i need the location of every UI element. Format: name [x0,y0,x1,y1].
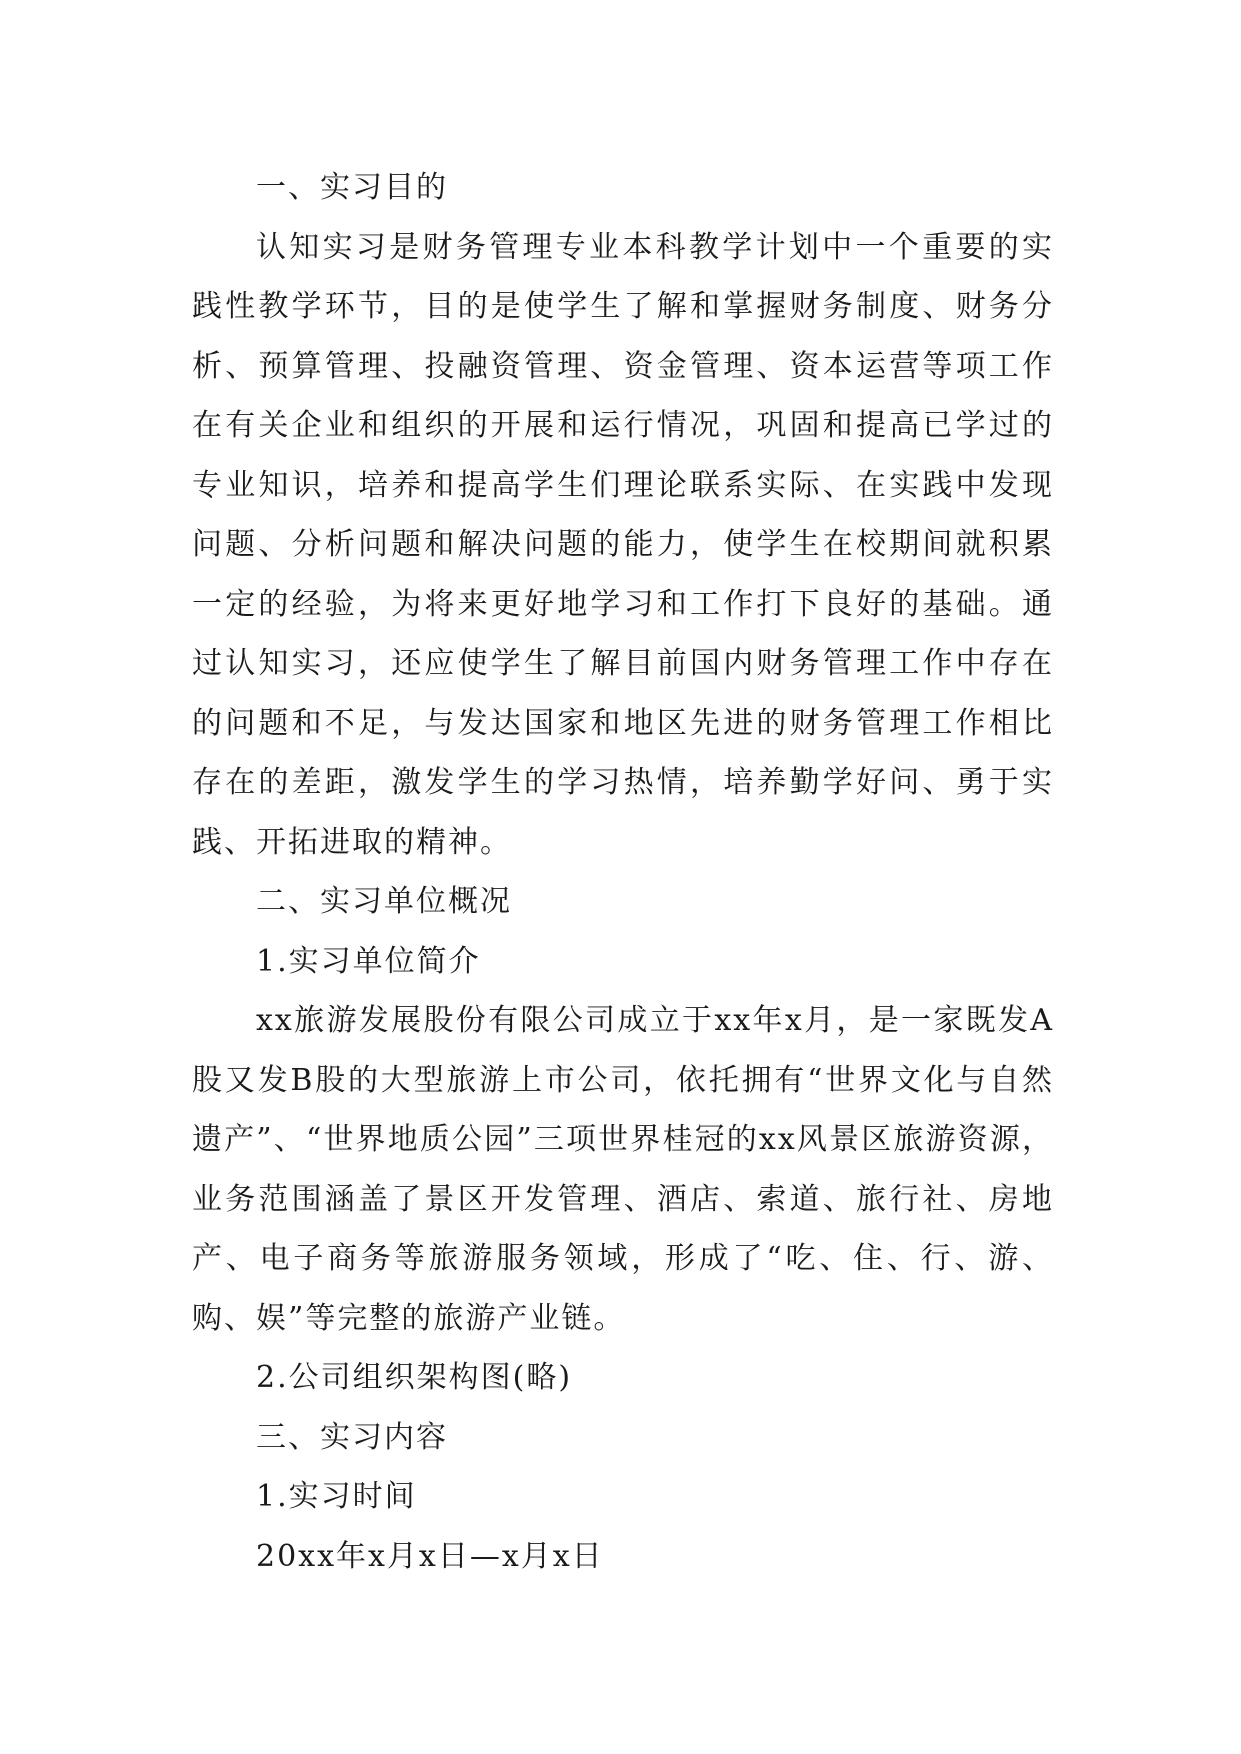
subheading-org-chart: 2.公司组织架构图(略) [256,1360,573,1395]
paragraph-unit-intro: xx旅游发展股份有限公司成立于xx年x月，是一家既发A股又发B股的大型旅游上市公司，依托拥有“世界文化与自然遗产”、“世界地质公园”三项世界桂冠的xx风景区旅游资源，业务范围涵盖了景区开发管理、酒店、索道、旅行社、房地产、电子商务等旅游服务领域，形成了“吃、住、行、游、购、娱”等完整的旅游产业链。 [192,1003,1054,1336]
subheading-unit-intro: 1.实习单位简介 [256,943,481,979]
document-body [192,158,1054,1586]
paragraph-time-range: 20xx年x月x日—x月x日 [256,1538,604,1574]
subheading-time: 1.实习时间 [256,1479,417,1514]
section-heading-purpose: 一、实习目的 [256,170,448,205]
section-heading-unit-overview: 二、实习单位概况 [256,884,512,919]
paragraph-purpose: 认知实习是财务管理专业本科教学计划中一个重要的实践性教学环节，目的是使学生了解和掌握财务制度、财务分析、预算管理、投融资管理、资金管理、资本运营等项工作在有关企业和组织的开展和运行情况，巩固和提高已学过的专业知识，培养和提高学生们理论联系实际、在实践中发现问题、分析问题和解决问题的能力，使学生在校期间就积累一定的经验，为将来更好地学习和工作打下良好的基础。通过认知实习，还应使学生了解目前国内财务管理工作中存在的问题和不足，与发达国家和地区先进的财务管理工作相比存在的差距，激发学生的学习热情，培养勤学好问、勇于实践、开拓进取的精神。 [192,229,1054,860]
section-heading-content: 三、实习内容 [256,1419,448,1455]
